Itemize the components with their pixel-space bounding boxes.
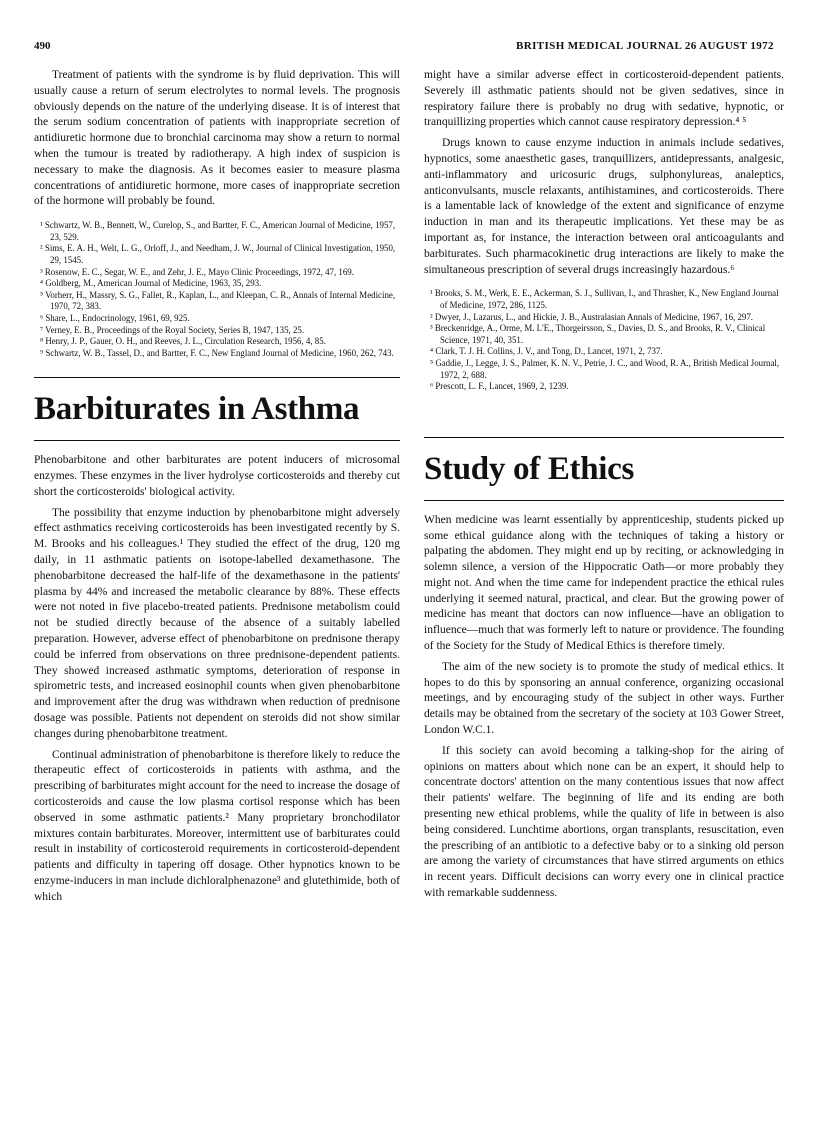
reference-item: ⁴ Clark, T. J. H. Collins, J. V., and Tong, D., Lancet, 1971, 2, 737.	[430, 346, 663, 357]
ethics-paragraph: If this society can avoid becoming a talking-shop for the airing of opinions on matters about which none can be an expert, it should help to concentrate doctors' attention on the many contentious issues that now affect their patients' welfare. The beginning of life and its ending are both presenting new ethical problems, while the quality of life in between is also being considered. Lunchtime abortions, organ transplants, resuscitation, even the prescribing of an antibiotic to a defective baby or to a sinking old person are among the variety of circumstances that have stirred arguments on ethics in recent years. Difficult decisions can worry every one in clinical practice with remarkable suddenness.	[424, 744, 784, 900]
reference-item: ⁴ Goldberg, M., American Journal of Medicine, 1963, 35, 293.	[40, 278, 262, 289]
page-number: 490	[34, 40, 51, 52]
barbiturates-references	[424, 288, 784, 392]
reference-item: ⁶ Prescott, L. F., Lancet, 1969, 2, 1239.	[430, 381, 569, 392]
left-column	[34, 62, 400, 906]
section-divider	[424, 437, 784, 438]
barbiturates-title: Barbiturates in Asthma	[34, 391, 360, 428]
reference-item: ⁶ Share, L., Endocrinology, 1961, 69, 925.	[40, 312, 190, 323]
reference-item: ⁹ Schwartz, W. B., Tassel, D., and Bartter, F. C., New England Journal of Medicine, 1960, 262, 743.	[40, 347, 394, 358]
section-divider	[34, 377, 400, 378]
barbiturates-paragraph: The possibility that enzyme induction by phenobarbitone might adversely effect asthmatics receiving corticosteroids has been investigated recently by S. M. Brooks and his colleagues.¹ They studied the effect of the drug, 120 mg daily, in 11 asthmatic patients on isotope-labelled dexamethasone. The phenobarbitone decreased the half-life of the dexamethasone in the patients' plasma by 44% and increased the metabolic clearance by 88%. These effects were not noted in five placebo-treated patients. Prednisone metabolism could not be studied directly because of the absence of a suitably labelled preparation. However, adverse effect of phenobarbitone on prednisone therapy could be inferred from observations on three prednisone-dependent patients. They showed increased asthmatic symptoms, deterioration of response in spirometric tests, and increased eosinophil counts when given phenobarbitone and improvement after the drug was withdrawn when reduction of prednisone dosage was possible. Patients not dependent on steroids did not show similar changes during phenobarbitone treatment.	[34, 506, 400, 740]
reference-item: ⁸ Henry, J. P., Gauer, O. H., and Reeves, J. L., Circulation Research, 1956, 4, 85.	[40, 336, 326, 347]
reference-item: ⁵ Gaddie, J., Legge, J. S., Palmer, K. N. V., Petrie, J. C., and Wood, R. A., British Medical Journal, 1972, 2, 688.	[430, 357, 780, 380]
barbiturates-paragraph: Drugs known to cause enzyme induction in animals include sedatives, hypnotics, some anaesthetic gases, tranquillizers, antidepressants, analgesic, anti-inflammatory and uricosuric drugs, sulphonylureas, analeptics, anticonvulsants, muscle relaxants, antihistamines, and corticosteroids. There is a lamentable lack of knowledge of the extent and significance of enzyme induction in man and its therapeutic implications. Yet these may be as important as, for instance, the interaction between oral anticoagulants and barbiturates. Such pharmacokinetic drug interactions are likely to make the simultaneous prescription of several drugs increasingly hazardous.⁶	[424, 137, 784, 276]
ethics-title: Study of Ethics	[424, 450, 635, 487]
right-column	[424, 62, 784, 902]
hyponatraemia-references	[34, 220, 400, 359]
section-divider	[424, 500, 784, 501]
section-divider	[34, 440, 400, 441]
reference-item: ⁷ Verney, E. B., Proceedings of the Royal Society, Series B, 1947, 135, 25.	[40, 324, 305, 335]
reference-item: ² Sims, E. A. H., Welt, L. G., Orloff, J., and Needham, J. W., Journal of Clinical Investigation, 1950, 29, 1545.	[40, 243, 396, 265]
barbiturates-paragraph: Continual administration of phenobarbitone is therefore likely to reduce the therapeutic effect of corticosteroids in patients with asthma, and the prescribing of barbiturates might account for the need to increase the dosage of corticosteroids and cause the low plasma cortisol response which has been observed in some asthmatic patients.² Many proprietary bronchodilator mixtures contain barbiturates. Moreover, intermittent use of barbiturates could result in instability of corticosteroid requirements in corticosteroid-dependent patients and difficulty in tapering off dosage. Other hypnotics known to be enzyme-inducers in man include dichloralphenazone³ and glutethimide, both of which	[34, 748, 400, 903]
ethics-paragraph: When medicine was learnt essentially by apprenticeship, students picked up some ethical guidance along with the techniques of taking a history or palpating the abdomen. They might end up by reciting, or acknowledging in solemn silence, a version of the Hippocratic Oath—or more probably they might not. And when the time came for independent practice the ethical rules underlying it seemed natural, practical, and clear. But the growing power of medicine has meant that doctors can now influence—have an obligation to influence—much that was formerly left to nature or providence. The founding of the Society for the Study of Medical Ethics is therefore timely.	[424, 513, 784, 653]
reference-item: ¹ Brooks, S. M., Werk, E. E., Ackerman, S. J., Sullivan, I., and Thrasher, K., New England Journal of Medicine, 1972, 286, 1125.	[430, 288, 779, 310]
reference-item: ³ Breckenridge, A., Orme, M. L'E., Thorgeirsson, S., Davies, D. S., and Brooks, R. V., Clinical Science, 1971, 40, 351.	[430, 323, 766, 345]
hyponatraemia-conclusion-paragraph: Treatment of patients with the syndrome is by fluid deprivation. This will usually cause a return of serum electrolytes to normal levels. The prognosis obviously depends on the nature of the underlying disease. It is of interest that the serum sodium concentration of patients with inappropriate secretion of antidiuretic hormone due to bronchial carcinoma may show a return to normal when the tumour is treated by radiotherapy. A high index of suspicion is necessary to make the diagnosis. As it becomes easier to measure plasma concentrations of antidiuretic hormone, more cases of inappropriate secretion of the hormone will probably be found.	[34, 69, 400, 208]
reference-item: ⁵ Vorherr, H., Massry, S. G., Fallet, R., Kaplan, L., and Kleepan, C. R., Annals of Internal Medicine, 1970, 72, 383.	[40, 289, 396, 312]
reference-item: ¹ Schwartz, W. B., Bennett, W., Curelop, S., and Bartter, F. C., American Journal of Medicine, 1957, 23, 529.	[40, 220, 396, 242]
ethics-paragraph: The aim of the new society is to promote the study of medical ethics. It hopes to do this by sponsoring an annual conference, organizing occasional meetings, and by encouraging study of the subject in other ways. Further details may be obtained from the secretary of the society at 103 Gower Street, London W.C.1.	[424, 660, 784, 737]
reference-item: ² Dwyer, J., Lazarus, L., and Hickie, J. B., Australasian Annals of Medicine, 1967, 16, 297.	[430, 311, 753, 322]
barbiturates-paragraph: Phenobarbitone and other barbiturates are potent inducers of microsomal enzymes. These enzymes in the liver hydrolyse corticosteroids and thereby cut short the corticosteroids' biological activity.	[34, 454, 400, 498]
reference-item: ³ Rosenow, E. C., Segar, W. E., and Zehr, J. E., Mayo Clinic Proceedings, 1972, 47, 169.	[40, 266, 354, 277]
journal-header: BRITISH MEDICAL JOURNAL 26 AUGUST 1972	[516, 40, 774, 52]
barbiturates-continuation: might have a similar adverse effect in corticosteroid-dependent patients. Severely ill asthmatic patients should not be given sedatives, since in respiratory failure there is probably no drug with sedative, hypnotic, or tranquillizing properties which cannot cause respiratory depression.⁴ ⁵	[424, 69, 784, 129]
